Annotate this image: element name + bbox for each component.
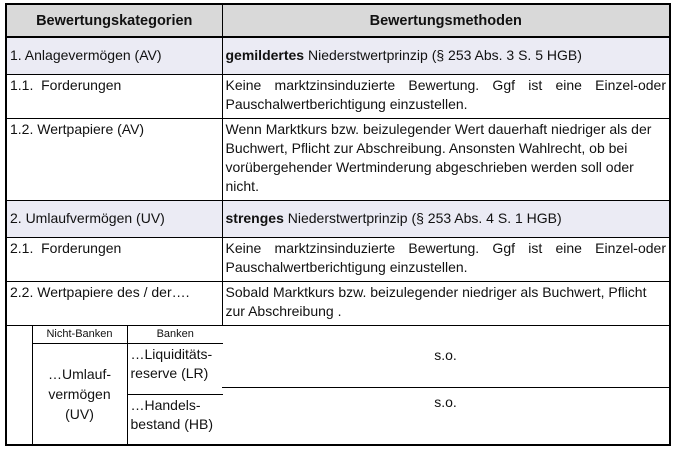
row-uv-wertpapiere-method: Sobald Marktkurs bzw. beizulegender niedriger als Buchwert, Pflicht zur Abschreibung .	[222, 282, 670, 326]
table-row	[6, 201, 670, 238]
row-av-label: 1. Anlagevermögen (AV)	[6, 37, 222, 75]
sub-banken-hb: …Handels-bestand (HB)	[127, 394, 223, 444]
table-row-subcategories	[6, 326, 670, 446]
table-row	[6, 37, 670, 75]
row-av-forderungen-label: 1.1. Forderungen	[6, 75, 222, 119]
table-row	[6, 119, 670, 201]
table-row	[6, 282, 670, 326]
row-av-method-rest: Niederstwertprinzip (§ 253 Abs. 3 S. 5 HGB)	[304, 47, 582, 63]
row-av-method	[222, 37, 670, 75]
header-methods: Bewertungsmethoden	[222, 4, 670, 37]
table-row	[6, 238, 670, 282]
sub-nichtbanken-uv: …Umlauf-vermögen (UV)	[32, 344, 127, 444]
subcategory-cell	[6, 326, 222, 446]
subcategory-method-cell	[222, 326, 670, 446]
subcategory-table	[7, 326, 223, 444]
row-uv-method-rest: Niederstwertprinzip (§ 253 Abs. 4 S. 1 HGB)	[283, 210, 562, 226]
row-uv-label: 2. Umlaufvermögen (UV)	[6, 201, 222, 238]
sub-banken-lr: …Liquiditäts-reserve (LR)	[127, 344, 223, 394]
row-uv-method-bold: strenges	[225, 210, 284, 226]
subcategory-method-table	[222, 326, 669, 434]
sub-head-banken: Banken	[127, 326, 223, 344]
table-row	[6, 75, 670, 119]
sub-head-nichtbanken: Nicht-Banken	[32, 326, 127, 344]
valuation-table-page	[5, 3, 670, 455]
sub-method-lr: s.o.	[222, 341, 669, 388]
row-av-wertpapiere-label: 1.2. Wertpapiere (AV)	[6, 119, 222, 201]
header-categories: Bewertungskategorien	[6, 4, 222, 37]
sub-method-spacer	[222, 326, 669, 341]
sub-blank-cell	[7, 326, 32, 444]
valuation-table	[5, 3, 671, 446]
row-av-wertpapiere-method: Wenn Marktkurs bzw. beizulegender Wert dauerhaft niedriger als der Buchwert, Pflicht zur Abschreibung. Ansonsten Wahlrecht, ob bei vorübergehender Wertminderung abgeschrieben werden soll oder nicht.	[222, 119, 670, 201]
row-uv-method	[222, 201, 670, 238]
row-uv-forderungen-method: Keine marktzinsinduzierte Bewertung. Ggf ist eine Einzel-oder Pauschalwertberichtigung einzustellen.	[222, 238, 670, 282]
table-header-row	[6, 4, 670, 37]
row-uv-forderungen-label: 2.1. Forderungen	[6, 238, 222, 282]
row-uv-wertpapiere-label: 2.2. Wertpapiere des / der….	[6, 282, 222, 326]
row-av-forderungen-method: Keine marktzinsinduzierte Bewertung. Ggf ist eine Einzel-oder Pauschalwertberichtigung einzustellen.	[222, 75, 670, 119]
sub-method-hb: s.o.	[434, 394, 457, 410]
row-av-method-bold: gemildertes	[225, 47, 305, 63]
